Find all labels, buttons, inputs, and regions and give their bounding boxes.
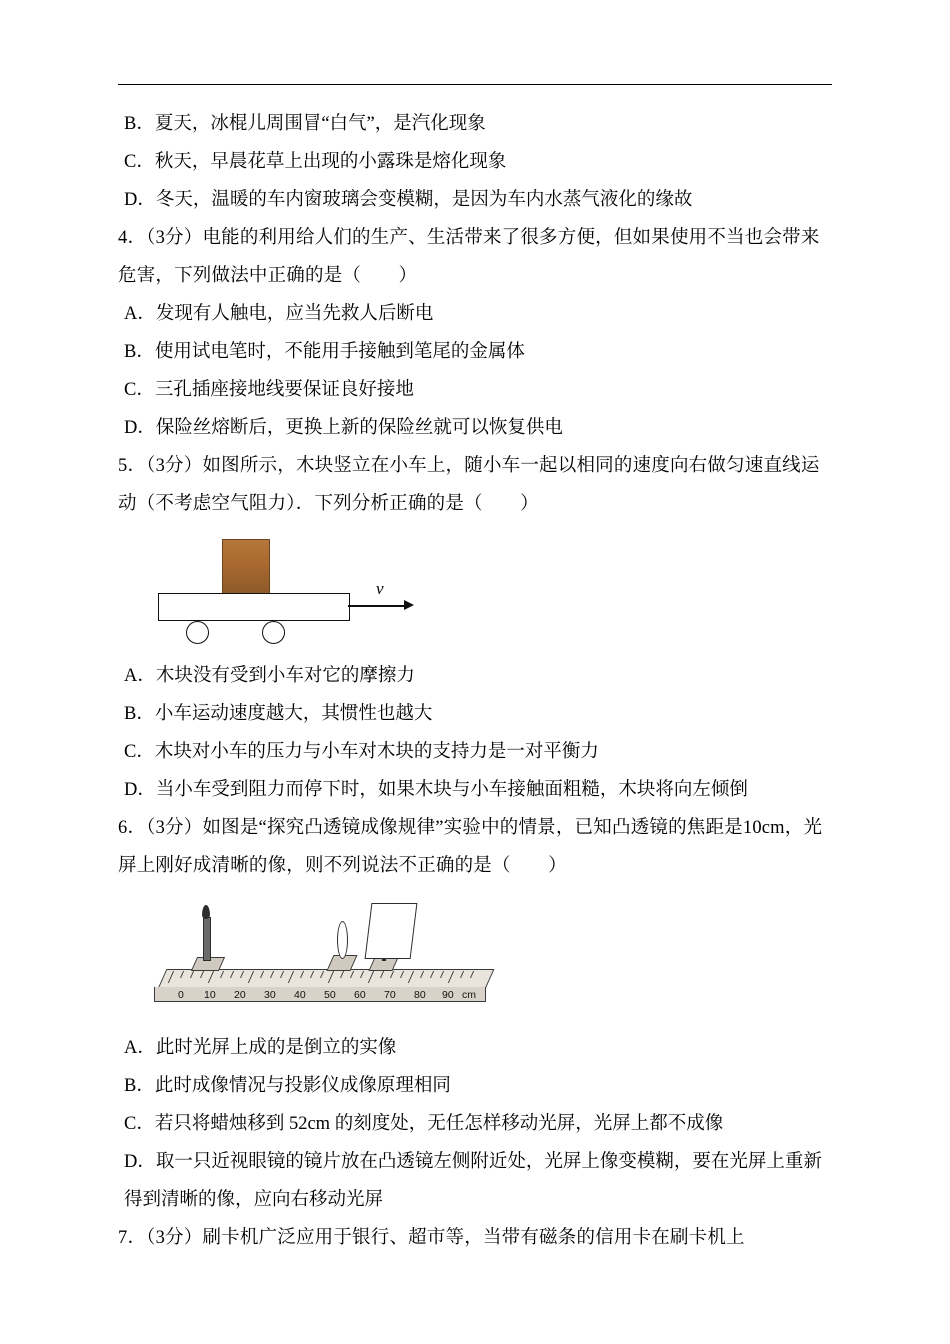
option-line: C．若只将蜡烛移到 52cm 的刻度处，无任怎样移动光屏，光屏上都不成像 (124, 1114, 724, 1134)
ruler-ticks (167, 971, 483, 985)
header-rule (118, 84, 832, 85)
option-line: D．取一只近视眼镜的镜片放在凸透镜左侧附近处，光屏上像变模糊，要在光屏上重新得到清晰的像，应向右移动光屏 (124, 1152, 822, 1210)
candle-body (203, 917, 211, 961)
scale-label: 50 (324, 989, 336, 1001)
cart-body-shape (158, 593, 350, 621)
scale-label: 30 (264, 989, 276, 1001)
question-stem-5: 5．（3分）如图所示，木块竖立在小车上，随小车一起以相同的速度向右做匀速直线运动（不考虑空气阻力）．下列分析正确的是（ ） (118, 456, 820, 514)
scale-label: 20 (234, 989, 246, 1001)
scale-label: 80 (414, 989, 426, 1001)
figure-cart-with-block (118, 531, 834, 651)
option-line: C．秋天，早晨花草上出现的小露珠是熔化现象 (124, 152, 507, 172)
velocity-arrow-head (404, 600, 414, 610)
scale-label: 70 (384, 989, 396, 1001)
velocity-arrow-line (348, 605, 406, 607)
option-line: C．三孔插座接地线要保证良好接地 (124, 380, 414, 400)
document-content (118, 105, 834, 1257)
candle-flame (202, 905, 210, 919)
light-screen (365, 903, 418, 959)
option-line: D．当小车受到阻力而停下时，如果木块与小车接触面粗糙，木块将向左倾倒 (124, 780, 748, 800)
velocity-label: v (376, 579, 384, 598)
option-line: B．夏天，冰棍儿周围冒“白气”，是汽化现象 (124, 114, 486, 134)
option-line: A．此时光屏上成的是倒立的实像 (124, 1038, 397, 1058)
option-line: C．木块对小车的压力与小车对木块的支持力是一对平衡力 (124, 742, 599, 762)
option-line: D．冬天，温暖的车内窗玻璃会变模糊，是因为车内水蒸气液化的缘故 (124, 190, 693, 210)
convex-lens (337, 921, 348, 959)
scale-label: 0 (178, 989, 184, 1001)
option-line: D．保险丝熔断后，更换上新的保险丝就可以恢复供电 (124, 418, 563, 438)
question-stem-6: 6．（3分）如图是“探究凸透镜成像规律”实验中的情景，已知凸透镜的焦距是10cm，光屏上刚好成清晰的像，则不列说法不正确的是（ ） (118, 818, 823, 876)
figure-optical-bench (118, 895, 834, 1025)
scale-label: 90 (442, 989, 454, 1001)
cart-wheel-left (186, 621, 209, 644)
option-line: B．此时成像情况与投影仪成像原理相同 (124, 1076, 451, 1096)
ruler-scale-numbers (158, 989, 488, 1003)
option-line: A．发现有人触电，应当先救人后断电 (124, 304, 434, 324)
wooden-block-shape (222, 539, 270, 595)
option-line: A．木块没有受到小车对它的摩擦力 (124, 666, 415, 686)
question-stem-7: 7．（3分）刷卡机广泛应用于银行、超市等，当带有磁条的信用卡在刷卡机上 (118, 1228, 745, 1248)
option-line: B．使用试电笔时，不能用手接触到笔尾的金属体 (124, 342, 525, 362)
cart-wheel-right (262, 621, 285, 644)
question-stem-4: 4．（3分）电能的利用给人们的生产、生活带来了很多方便，但如果使用不当也会带来危害，下列做法中正确的是（ ） (118, 228, 820, 286)
scale-label: 60 (354, 989, 366, 1001)
scale-unit-label: cm (462, 989, 476, 1001)
option-line: B．小车运动速度越大，其惯性也越大 (124, 704, 433, 724)
scale-label: 40 (294, 989, 306, 1001)
scale-label: 10 (204, 989, 216, 1001)
